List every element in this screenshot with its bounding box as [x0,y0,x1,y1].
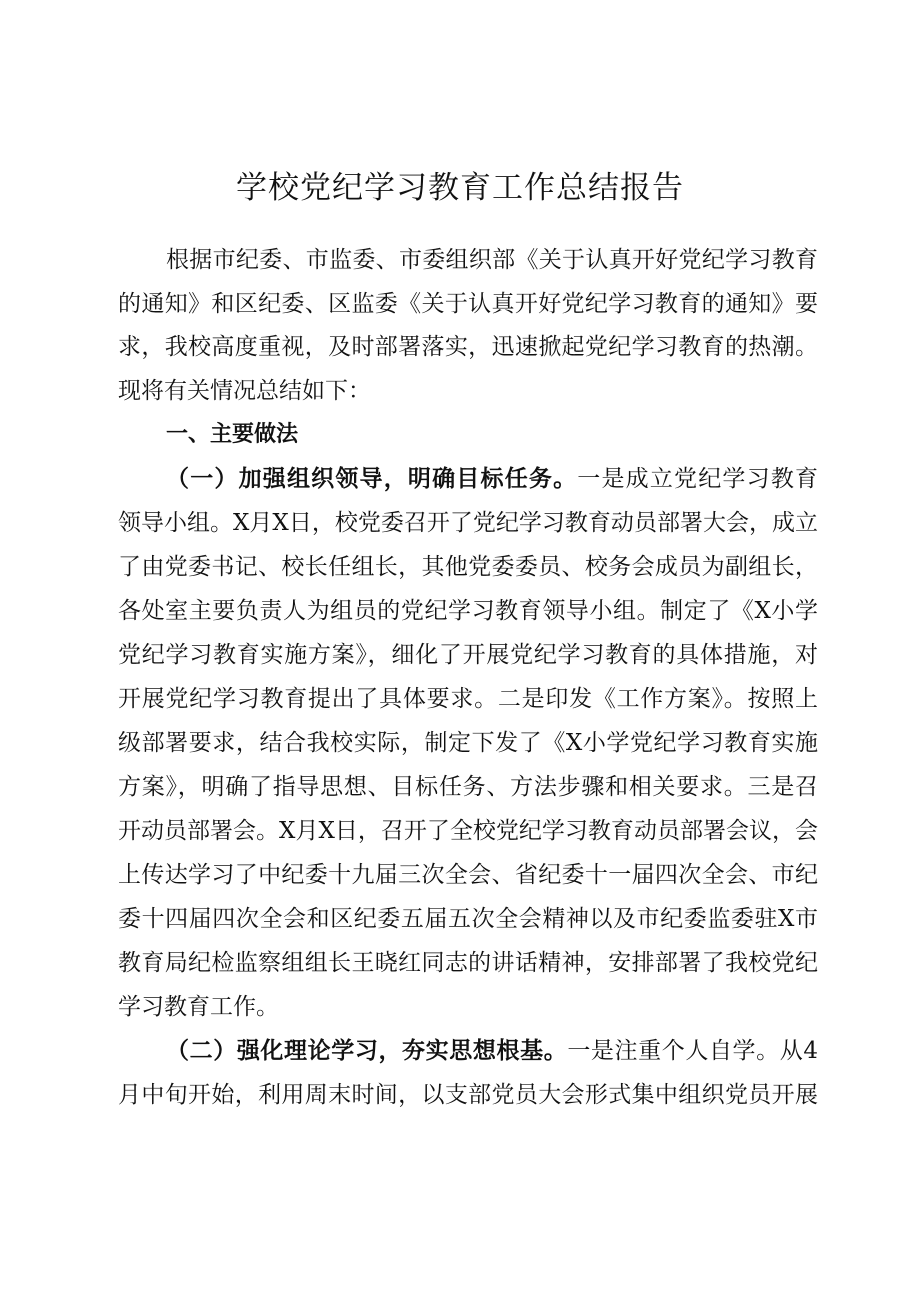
body-line: 月中旬开始，利用周末时间，以支部党员大会形式集中组织党员开展 [118,1082,818,1108]
subsection-first-line [166,457,818,501]
body-line: 上传达学习了中纪委十九届三次全会、省纪委十一届四次全会、市纪 [118,862,818,888]
body-line: 委十四届四次全会和区纪委五届五次全会精神以及市纪委监委驻X市 [118,906,818,932]
body-line: 级部署要求，结合我校实际，制定下发了《X小学党纪学习教育实施 [118,730,818,756]
subsection-text: 一是注重个人自学。从4 [567,1038,819,1064]
intro-line: 求，我校高度重视，及时部署落实，迅速掀起党纪学习教育的热潮。 [118,334,818,360]
body-line: 方案》，明确了指导思想、目标任务、方法步骤和相关要求。三是召 [118,774,818,800]
subsection-text: 一是成立党纪学习教育 [577,466,819,492]
body-line: 领导小组。X月X日，校党委召开了党纪学习教育动员部署大会，成立 [118,510,818,536]
section-heading: 一、主要做法 [166,422,299,447]
body-line: 开展党纪学习教育提出了具体要求。二是印发《工作方案》。按照上 [118,686,818,712]
subsection-title: （二）强化理论学习，夯实思想根基。 [166,1038,568,1064]
body-line: 各处室主要负责人为组员的党纪学习教育领导小组。制定了《X小学 [118,598,818,624]
subsection-first-line [166,1029,818,1073]
body-line: 了由党委书记、校长任组长，其他党委委员、校务会成员为副组长， [118,554,818,580]
intro-line: 现将有关情况总结如下： [118,378,371,404]
body-line: 党纪学习教育实施方案》，细化了开展党纪学习教育的具体措施，对 [118,642,818,668]
intro-line: 根据市纪委、市监委、市委组织部《关于认真开好党纪学习教育 [166,247,818,273]
intro-line: 的通知》和区纪委、区监委《关于认真开好党纪学习教育的通知》要 [118,291,818,317]
body-line: 开动员部署会。X月X日，召开了全校党纪学习教育动员部署会议，会 [118,818,818,844]
body-line: 教育局纪检监察组组长王晓红同志的讲话精神，安排部署了我校党纪 [118,950,818,976]
body-line: 学习教育工作。 [118,994,279,1020]
subsection-title: （一）加强组织领导，明确目标任务。 [166,466,578,492]
document-title: 学校党纪学习教育工作总结报告 [236,170,684,206]
